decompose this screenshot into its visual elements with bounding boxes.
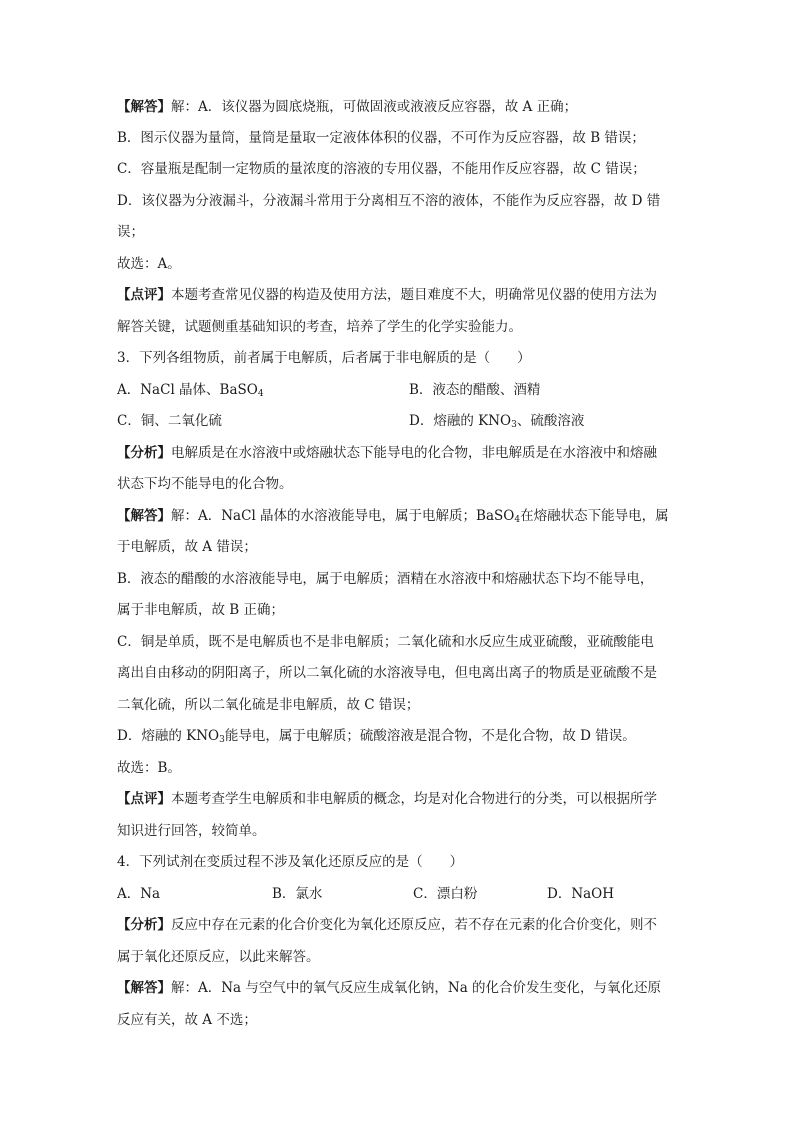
answer-line: C．容量瓶是配制一定物质的量浓度的溶液的专用仪器，不能用作反应容器，故 C 错误； [117, 161, 646, 177]
choice-line: 故选：B。 [117, 760, 181, 776]
q3-option-a: A．NaCl 晶体、BaSO$_4$ [117, 382, 264, 399]
answer-line: 离出自由移动的阴阳离子，所以二氧化硫的水溶液导电，但电离出离子的物质是亚硫酸不是 [117, 665, 657, 681]
answer-line: D．熔融的 $KNO_3$能导电，属于电解质；硫酸溶液是混合物，不是化合物，故 D 错误。 [117, 728, 636, 745]
answer-line: C．铜是单质，既不是电解质也不是非电解质；二氧化硫和水反应生成亚硫酸，亚硫酸能电 [117, 634, 654, 650]
answer-line: 【解答】解：A．NaCl 晶体的水溶液能导电，属于电解质；BaSO$_4$在熔融状态下能导电，属 [117, 508, 669, 525]
answer-line: 属于非电解质，故 B 正确； [117, 602, 285, 618]
question-3-stem: 3．下列各组物质，前者属于电解质，后者属于非电解质的是（ ） [117, 350, 531, 366]
answer-line: 二氧化硫，所以二氧化硫是非电解质，故 C 错误； [117, 697, 420, 713]
answer-line: 于电解质，故 A 错误； [117, 539, 257, 555]
q4-option-d: D．NaOH [547, 886, 615, 902]
answer-line: 误； [117, 224, 144, 240]
question-4-stem: 4．下列试剂在变质过程不涉及氧化还原反应的是（ ） [117, 854, 464, 870]
answer-line: D．该仪器为分液漏斗，分液漏斗常用于分离相互不溶的液体，不能作为反应容器，故 D 错 [117, 193, 661, 209]
answer-line: B．液态的醋酸的水溶液能导电，属于电解质；酒精在水溶液中和熔融状态下均不能导电， [117, 571, 654, 587]
q4-option-a: A．Na [117, 886, 161, 902]
analysis-line: 【分析】电解质是在水溶液中或熔融状态下能导电的化合物，非电解质是在水溶液中和熔融 [117, 445, 657, 461]
q3-option-d: D．熔融的 $KNO_3$、硫酸溶液 [409, 413, 585, 430]
comment-line: 知识进行回答，较简单。 [117, 823, 266, 839]
q3-option-c: C．铜、二氧化硫 [117, 413, 222, 429]
analysis-line: 【分析】反应中存在元素的化合价变化为氧化还原反应，若不存在元素的化合价变化，则不 [117, 917, 657, 933]
answer-line: 【解答】解：A．Na 与空气中的氧气反应生成氧化钠，Na 的化合价发生变化，与氧化还原 [117, 980, 662, 996]
q3-option-b: B．液态的醋酸、酒精 [409, 382, 541, 398]
answer-line: B．图示仪器为量筒，量筒是量取一定液体体积的仪器，不可作为反应容器，故 B 错误； [117, 130, 645, 146]
comment-line: 【点评】本题考查学生电解质和非电解质的概念，均是对化合物进行的分类，可以根据所学 [117, 791, 657, 807]
choice-line: 故选：A。 [117, 256, 181, 272]
q4-option-b: B．氯水 [272, 886, 323, 902]
comment-line: 解答关键，试题侧重基础知识的考查，培养了学生的化学实验能力。 [117, 319, 522, 335]
analysis-line: 属于氧化还原反应，以此来解答。 [117, 949, 320, 965]
q4-option-c: C．漂白粉 [413, 886, 478, 902]
comment-line: 【点评】本题考查常见仪器的构造及使用方法，题目难度不大，明确常见仪器的使用方法为 [117, 287, 657, 303]
answer-line: 【解答】解：A．该仪器为圆底烧瓶，可做固液或液液反应容器，故 A 正确； [117, 99, 578, 115]
analysis-line: 状态下均不能导电的化合物。 [117, 476, 293, 492]
answer-line: 反应有关，故 A 不选； [117, 1012, 257, 1028]
